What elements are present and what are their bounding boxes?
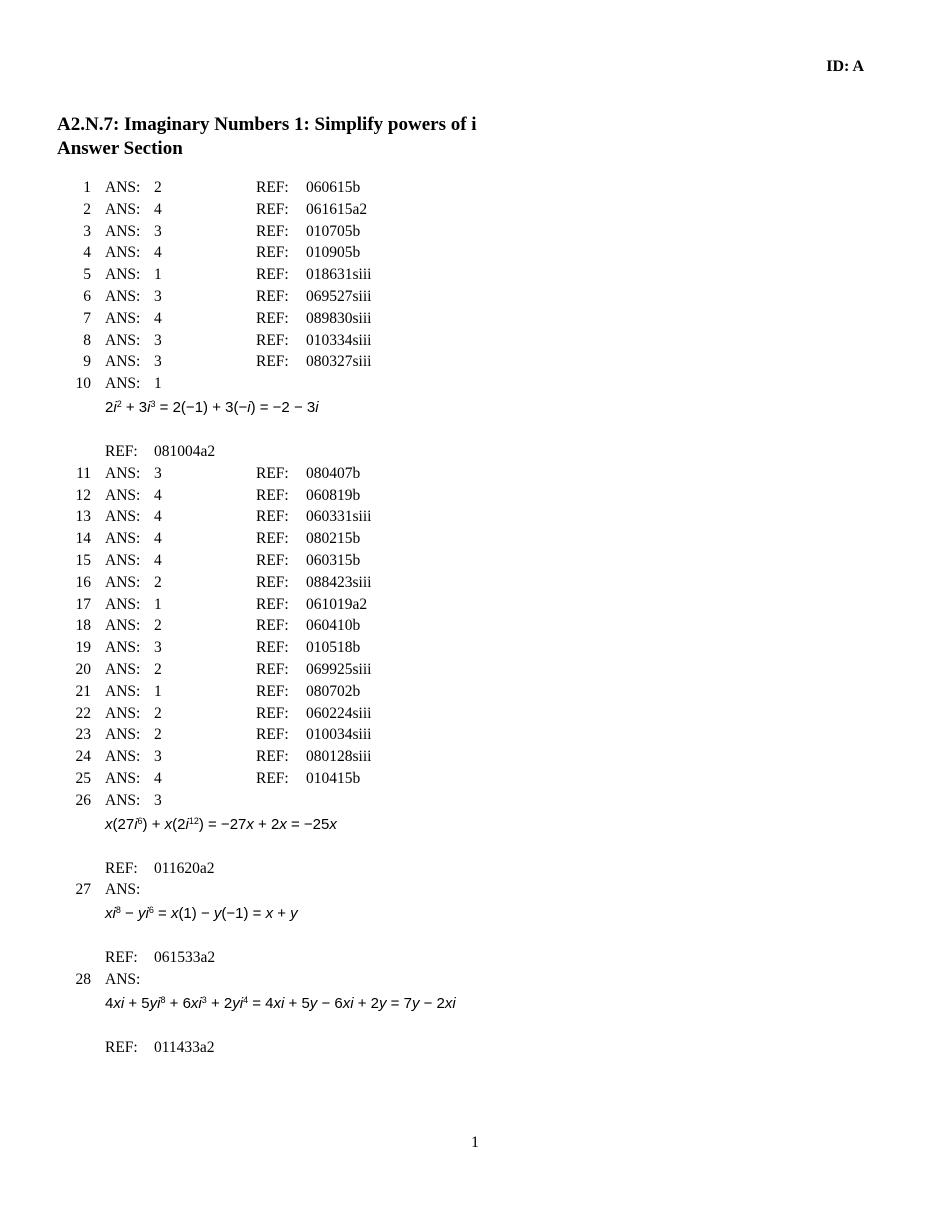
answer-row: [0, 572, 950, 594]
answer-row: [0, 703, 950, 725]
work-row: [0, 991, 950, 1017]
answer-value: 3: [154, 353, 162, 371]
document-title: [57, 113, 477, 161]
ref-label: REF:: [256, 244, 289, 262]
ref-label: REF:: [256, 287, 289, 305]
answer-value: 3: [154, 331, 162, 349]
spacer: [0, 927, 950, 947]
question-number: 8: [83, 331, 91, 349]
ref-label: REF:: [256, 179, 289, 196]
ans-label: ANS:: [105, 375, 141, 393]
answer-row: [0, 485, 950, 507]
answer-row: [0, 264, 950, 286]
ref-label: REF:: [256, 200, 289, 218]
ans-label: ANS:: [105, 881, 141, 899]
ans-label: ANS:: [105, 353, 141, 371]
ans-label: ANS:: [105, 309, 141, 327]
spacer: [0, 421, 950, 441]
work-row: [0, 395, 950, 421]
answer-value: 3: [154, 464, 162, 482]
ref-label: REF:: [256, 660, 289, 678]
answer-row: [0, 351, 950, 373]
question-number: 12: [75, 486, 91, 504]
ref-code: 060410b: [306, 617, 361, 635]
answer-value: 4: [154, 551, 162, 569]
id-label: ID: A: [826, 58, 864, 75]
ref-row: [0, 1037, 950, 1059]
question-number: 15: [75, 551, 91, 569]
ans-label: ANS:: [105, 573, 141, 591]
ans-label: ANS:: [105, 617, 141, 635]
question-number: 20: [75, 660, 91, 678]
answer-row: [0, 199, 950, 221]
answer-row: [0, 768, 950, 790]
answer-value: 4: [154, 508, 162, 526]
ref-code: 080407b: [306, 464, 361, 482]
ref-code: 010705b: [306, 222, 361, 240]
question-number: 5: [83, 266, 91, 284]
work-row: [0, 901, 950, 927]
answer-row: [0, 594, 950, 616]
ref-label: REF:: [256, 266, 289, 284]
answer-value: 4: [154, 200, 162, 218]
ref-code: 010518b: [306, 639, 361, 657]
ans-label: ANS:: [105, 769, 141, 787]
question-number: 25: [75, 769, 91, 787]
answer-row: [0, 308, 950, 330]
question-number: 1: [83, 179, 91, 196]
ref-code: 060819b: [306, 486, 361, 504]
section-heading: Answer Section: [57, 138, 183, 159]
ans-label: ANS:: [105, 970, 141, 988]
ans-label: ANS:: [105, 222, 141, 240]
ref-code: 080128siii: [306, 748, 372, 766]
ref-label: REF:: [256, 682, 289, 700]
ref-code: 080327siii: [306, 353, 372, 371]
question-number: 21: [75, 682, 91, 700]
ref-label: REF:: [256, 309, 289, 327]
answer-value: 1: [154, 595, 162, 613]
question-number: 3: [83, 222, 91, 240]
answer-row: [0, 637, 950, 659]
ans-label: ANS:: [105, 551, 141, 569]
ref-row: [0, 947, 950, 969]
answer-value: 3: [154, 791, 162, 809]
ref-code: 060224siii: [306, 704, 372, 722]
ref-code: 060315b: [306, 551, 361, 569]
ref-code: 011433a2: [154, 1038, 215, 1056]
question-number: 2: [83, 200, 91, 218]
answer-value: 2: [154, 179, 162, 196]
ans-label: ANS:: [105, 791, 141, 809]
answer-list: [0, 177, 950, 1059]
answer-value: 2: [154, 726, 162, 744]
ref-code: 088423siii: [306, 573, 372, 591]
answer-row: [0, 528, 950, 550]
answer-row: [0, 373, 950, 395]
answer-value: 2: [154, 660, 162, 678]
answer-row: [0, 615, 950, 637]
spacer: [0, 1017, 950, 1037]
ref-code: 010905b: [306, 244, 361, 262]
question-number: 6: [83, 287, 91, 305]
work-expression: $2i^2 + 3i^3 = 2(-1) + 3(-i) = -2 - 3i$: [105, 398, 319, 416]
answer-value: 2: [154, 573, 162, 591]
question-number: 11: [76, 464, 91, 482]
ref-label: REF:: [256, 704, 289, 722]
ans-label: ANS:: [105, 244, 141, 262]
page-number: 1: [471, 1134, 479, 1151]
ref-code: 080215b: [306, 530, 361, 548]
ans-label: ANS:: [105, 331, 141, 349]
ref-code: 011620a2: [154, 859, 215, 877]
question-number: 18: [75, 617, 91, 635]
ref-code: 010334siii: [306, 331, 372, 349]
ref-label: REF:: [256, 639, 289, 657]
question-number: 22: [75, 704, 91, 722]
ans-label: ANS:: [105, 595, 141, 613]
ref-label: REF:: [256, 331, 289, 349]
work-expression: $4xi + 5yi^8 + 6xi^3 + 2yi^4 = 4xi + 5y - 6xi + 2y = 7y - 2xi$: [105, 994, 456, 1012]
ans-label: ANS:: [105, 726, 141, 744]
question-number: 13: [75, 508, 91, 526]
spacer: [0, 838, 950, 858]
ref-code: 069925siii: [306, 660, 372, 678]
question-number: 26: [75, 791, 91, 809]
ans-label: ANS:: [105, 748, 141, 766]
answer-value: 1: [154, 682, 162, 700]
ans-label: ANS:: [105, 660, 141, 678]
question-number: 7: [83, 309, 91, 327]
answer-row: [0, 221, 950, 243]
ans-label: ANS:: [105, 464, 141, 482]
ref-label: REF:: [256, 551, 289, 569]
ref-label: REF:: [105, 1038, 138, 1056]
ans-label: ANS:: [105, 486, 141, 504]
ref-code: 069527siii: [306, 287, 372, 305]
question-number: 24: [75, 748, 91, 766]
ref-code: 010415b: [306, 769, 361, 787]
answer-value: 3: [154, 287, 162, 305]
ref-row: [0, 441, 950, 463]
ref-label: REF:: [256, 748, 289, 766]
ans-label: ANS:: [105, 287, 141, 305]
answer-row: [0, 681, 950, 703]
ans-label: ANS:: [105, 639, 141, 657]
question-number: 10: [75, 375, 91, 393]
answer-row: [0, 177, 950, 199]
ans-label: ANS:: [105, 266, 141, 284]
ref-label: REF:: [105, 949, 138, 967]
answer-value: 3: [154, 639, 162, 657]
work-expression: $xi^8 - yi^6 = x(1) - y(-1) = x + y$: [105, 905, 298, 923]
question-number: 9: [83, 353, 91, 371]
ref-code: 081004a2: [154, 442, 216, 460]
ans-label: ANS:: [105, 704, 141, 722]
answer-row: [0, 550, 950, 572]
ref-code: 061019a2: [306, 595, 368, 613]
answer-value: 1: [154, 375, 162, 393]
answer-row: [0, 969, 950, 991]
answer-value: 1: [154, 266, 162, 284]
answer-row: [0, 463, 950, 485]
ref-label: REF:: [256, 769, 289, 787]
ans-label: ANS:: [105, 530, 141, 548]
ref-label: REF:: [256, 222, 289, 240]
ref-row: [0, 858, 950, 880]
answer-row: [0, 330, 950, 352]
answer-value: 2: [154, 704, 162, 722]
work-row: [0, 812, 950, 838]
answer-row: [0, 659, 950, 681]
answer-value: 2: [154, 617, 162, 635]
question-number: 14: [75, 530, 91, 548]
ref-label: REF:: [256, 508, 289, 526]
ref-code: 010034siii: [306, 726, 372, 744]
ans-label: ANS:: [105, 179, 141, 196]
ans-label: ANS:: [105, 682, 141, 700]
answer-row: [0, 746, 950, 768]
answer-row: [0, 286, 950, 308]
ref-label: REF:: [105, 859, 138, 877]
ref-code: 018631siii: [306, 266, 372, 284]
answer-value: 4: [154, 244, 162, 262]
answer-row: [0, 506, 950, 528]
ref-code: 060331siii: [306, 508, 372, 526]
ref-label: REF:: [256, 595, 289, 613]
ref-label: REF:: [256, 530, 289, 548]
ref-label: REF:: [256, 464, 289, 482]
ref-code: 061533a2: [154, 949, 216, 967]
question-number: 16: [75, 573, 91, 591]
question-number: 23: [75, 726, 91, 744]
answer-value: 4: [154, 769, 162, 787]
ref-label: REF:: [256, 486, 289, 504]
ref-code: 089830siii: [306, 309, 372, 327]
question-number: 27: [75, 881, 91, 899]
question-number: 4: [83, 244, 91, 262]
ref-label: REF:: [256, 726, 289, 744]
ref-label: REF:: [256, 353, 289, 371]
ans-label: ANS:: [105, 200, 141, 218]
answer-value: 3: [154, 222, 162, 240]
question-number: 28: [75, 970, 91, 988]
answer-row: [0, 790, 950, 812]
answer-value: 3: [154, 748, 162, 766]
answer-value: 4: [154, 530, 162, 548]
ref-code: 061615a2: [306, 200, 368, 218]
title-line: A2.N.7: Imaginary Numbers 1: Simplify powers of i: [57, 114, 477, 135]
work-expression: $x(27i^6) + x(2i^{12}) = -27x + 2x = -25x$: [105, 815, 337, 833]
question-number: 19: [75, 639, 91, 657]
ref-label: REF:: [256, 617, 289, 635]
question-number: 17: [75, 595, 91, 613]
answer-value: 4: [154, 309, 162, 327]
ref-code: 060615b: [306, 179, 361, 196]
answer-row: [0, 724, 950, 746]
answer-row: [0, 242, 950, 264]
answer-row: [0, 879, 950, 901]
ans-label: ANS:: [105, 508, 141, 526]
ref-code: 080702b: [306, 682, 361, 700]
ref-label: REF:: [105, 442, 138, 460]
answer-value: 4: [154, 486, 162, 504]
ref-label: REF:: [256, 573, 289, 591]
